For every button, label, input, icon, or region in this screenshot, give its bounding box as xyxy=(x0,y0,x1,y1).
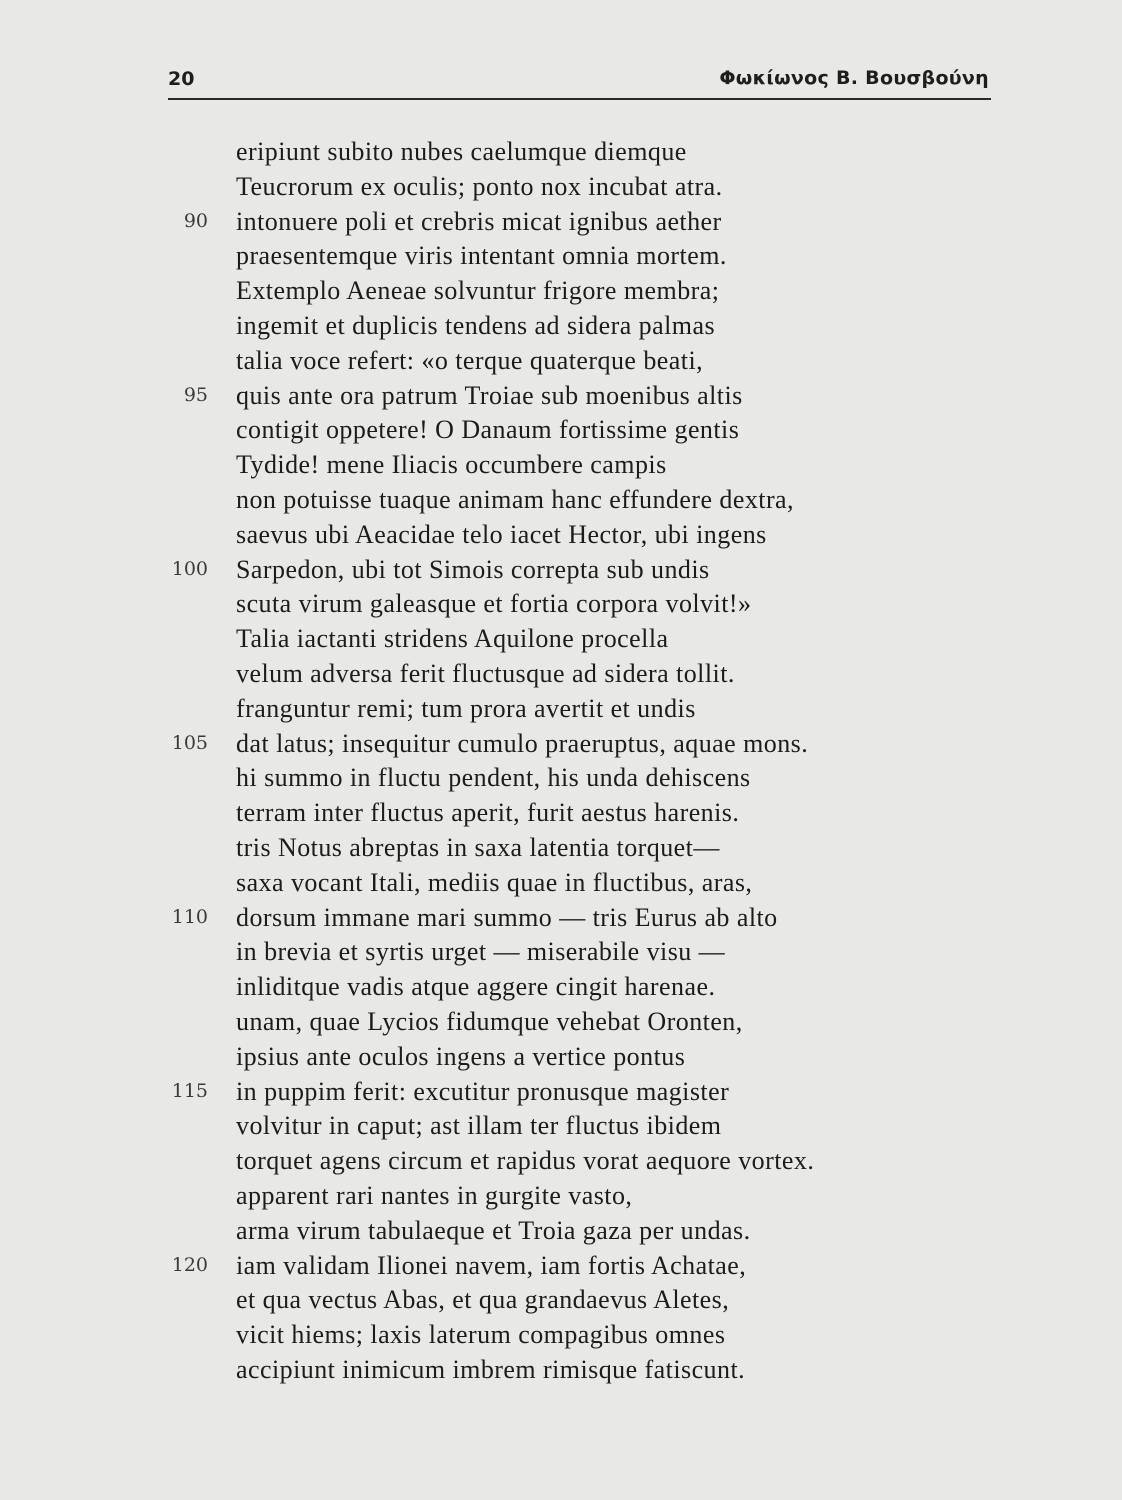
verse-line xyxy=(0,553,1122,588)
verse-line xyxy=(0,1318,1122,1353)
verse-text: Extemplo Aeneae solvuntur frigore membra; xyxy=(236,276,720,306)
verse-text: Teucrorum ex oculis; ponto nox incubat atra. xyxy=(236,171,723,201)
verse-text: dat latus; insequitur cumulo praeruptus, aquae mons. xyxy=(236,728,809,758)
verse-text: et qua vectus Abas, et qua grandaevus Aletes, xyxy=(236,1285,730,1315)
verse-line xyxy=(0,1249,1122,1284)
verse-line xyxy=(0,379,1122,414)
verse-text: volvitur in caput; ast illam ter fluctus ibidem xyxy=(236,1111,722,1141)
verse-line xyxy=(0,309,1122,344)
verse-text: arma virum tabulaeque et Troia gaza per undas. xyxy=(236,1215,751,1245)
verse-text: Sarpedon, ubi tot Simois correpta sub undis xyxy=(236,554,710,584)
verse-line xyxy=(0,274,1122,309)
verse-text: non potuisse tuaque animam hanc effundere dextra, xyxy=(236,484,794,514)
verse-text: unam, quae Lycios fidumque vehebat Oronten, xyxy=(236,1006,743,1036)
line-number: 100 xyxy=(171,557,208,580)
verse-text: torquet agens circum et rapidus vorat aequore vortex. xyxy=(236,1146,815,1176)
verse-text: dorsum immane mari summo — tris Eurus ab alto xyxy=(236,902,778,932)
verse-line xyxy=(0,831,1122,866)
line-number: 105 xyxy=(171,731,208,754)
verse-text: talia voce refert: «o terque quaterque beati, xyxy=(236,345,704,375)
verse-text: ipsius ante oculos ingens a vertice pontus xyxy=(236,1041,686,1071)
verse-line xyxy=(0,135,1122,170)
verse-line xyxy=(0,622,1122,657)
verse-text: in puppim ferit: excutitur pronusque magister xyxy=(236,1076,730,1106)
verse-line xyxy=(0,901,1122,936)
verse-line xyxy=(0,344,1122,379)
verse-line xyxy=(0,170,1122,205)
verse-text: quis ante ora patrum Troiae sub moenibus altis xyxy=(236,380,743,410)
verse-text: hi summo in fluctu pendent, his unda dehiscens xyxy=(236,763,751,793)
verse-line xyxy=(0,205,1122,240)
verse-line xyxy=(0,727,1122,762)
verse-line xyxy=(0,413,1122,448)
verse-line xyxy=(0,1075,1122,1110)
verse-line xyxy=(0,692,1122,727)
verse-text: in brevia et syrtis urget — miserabile visu — xyxy=(236,937,726,967)
verse-text: inliditque vadis atque aggere cingit harenae. xyxy=(236,972,716,1002)
verse-text: franguntur remi; tum prora avertit et undis xyxy=(236,693,696,723)
verse-line xyxy=(0,1005,1122,1040)
line-number: 120 xyxy=(171,1253,208,1276)
verse-text: accipiunt inimicum imbrem rimisque fatiscunt. xyxy=(236,1354,746,1384)
verse-line xyxy=(0,483,1122,518)
verse-line xyxy=(0,1214,1122,1249)
verse-line xyxy=(0,1283,1122,1318)
verse-text: ingemit et duplicis tendens ad sidera palmas xyxy=(236,310,716,340)
verse-line xyxy=(0,761,1122,796)
verse-text: intonuere poli et crebris micat ignibus aether xyxy=(236,206,722,236)
verse-text: Tydide! mene Iliacis occumbere campis xyxy=(236,450,667,480)
verse-line xyxy=(0,866,1122,901)
line-number: 115 xyxy=(171,1079,208,1102)
verse-line xyxy=(0,518,1122,553)
verse-text: velum adversa ferit fluctusque ad sidera tollit. xyxy=(236,658,735,688)
verse-block xyxy=(0,135,1122,1388)
line-number: 110 xyxy=(171,905,208,928)
verse-text: vicit hiems; laxis laterum compagibus omnes xyxy=(236,1320,726,1350)
verse-text: tris Notus abreptas in saxa latentia torquet— xyxy=(236,832,720,862)
verse-text: contigit oppetere! O Danaum fortissime gentis xyxy=(236,415,740,445)
line-number: 90 xyxy=(183,209,208,232)
verse-text: terram inter fluctus aperit, furit aestus harenis. xyxy=(236,798,740,828)
verse-text: apparent rari nantes in gurgite vasto, xyxy=(236,1180,633,1210)
verse-text: saevus ubi Aeacidae telo iacet Hector, ubi ingens xyxy=(236,519,767,549)
verse-line xyxy=(0,239,1122,274)
verse-line xyxy=(0,1179,1122,1214)
verse-line xyxy=(0,448,1122,483)
verse-line xyxy=(0,796,1122,831)
verse-line xyxy=(0,1353,1122,1388)
running-head: Φωκίωνος Β. Βουσβούνη xyxy=(719,67,989,89)
verse-text: eripiunt subito nubes caelumque diemque xyxy=(236,137,687,166)
verse-text: saxa vocant Itali, mediis quae in fluctibus, aras, xyxy=(236,867,753,897)
verse-line xyxy=(0,657,1122,692)
verse-line xyxy=(0,970,1122,1005)
verse-line xyxy=(0,1144,1122,1179)
verse-line xyxy=(0,587,1122,622)
verse-text: iam validam Ilionei navem, iam fortis Achatae, xyxy=(236,1250,747,1280)
verse-text: scuta virum galeasque et fortia corpora volvit!» xyxy=(236,589,752,619)
verse-text: Talia iactanti stridens Aquilone procella xyxy=(236,624,669,654)
verse-line xyxy=(0,935,1122,970)
page-header xyxy=(168,64,991,100)
verse-line xyxy=(0,1040,1122,1075)
page-number: 20 xyxy=(168,68,195,90)
line-number: 95 xyxy=(183,383,208,406)
verse-text: praesentemque viris intentant omnia mortem. xyxy=(236,241,727,271)
verse-line xyxy=(0,1109,1122,1144)
